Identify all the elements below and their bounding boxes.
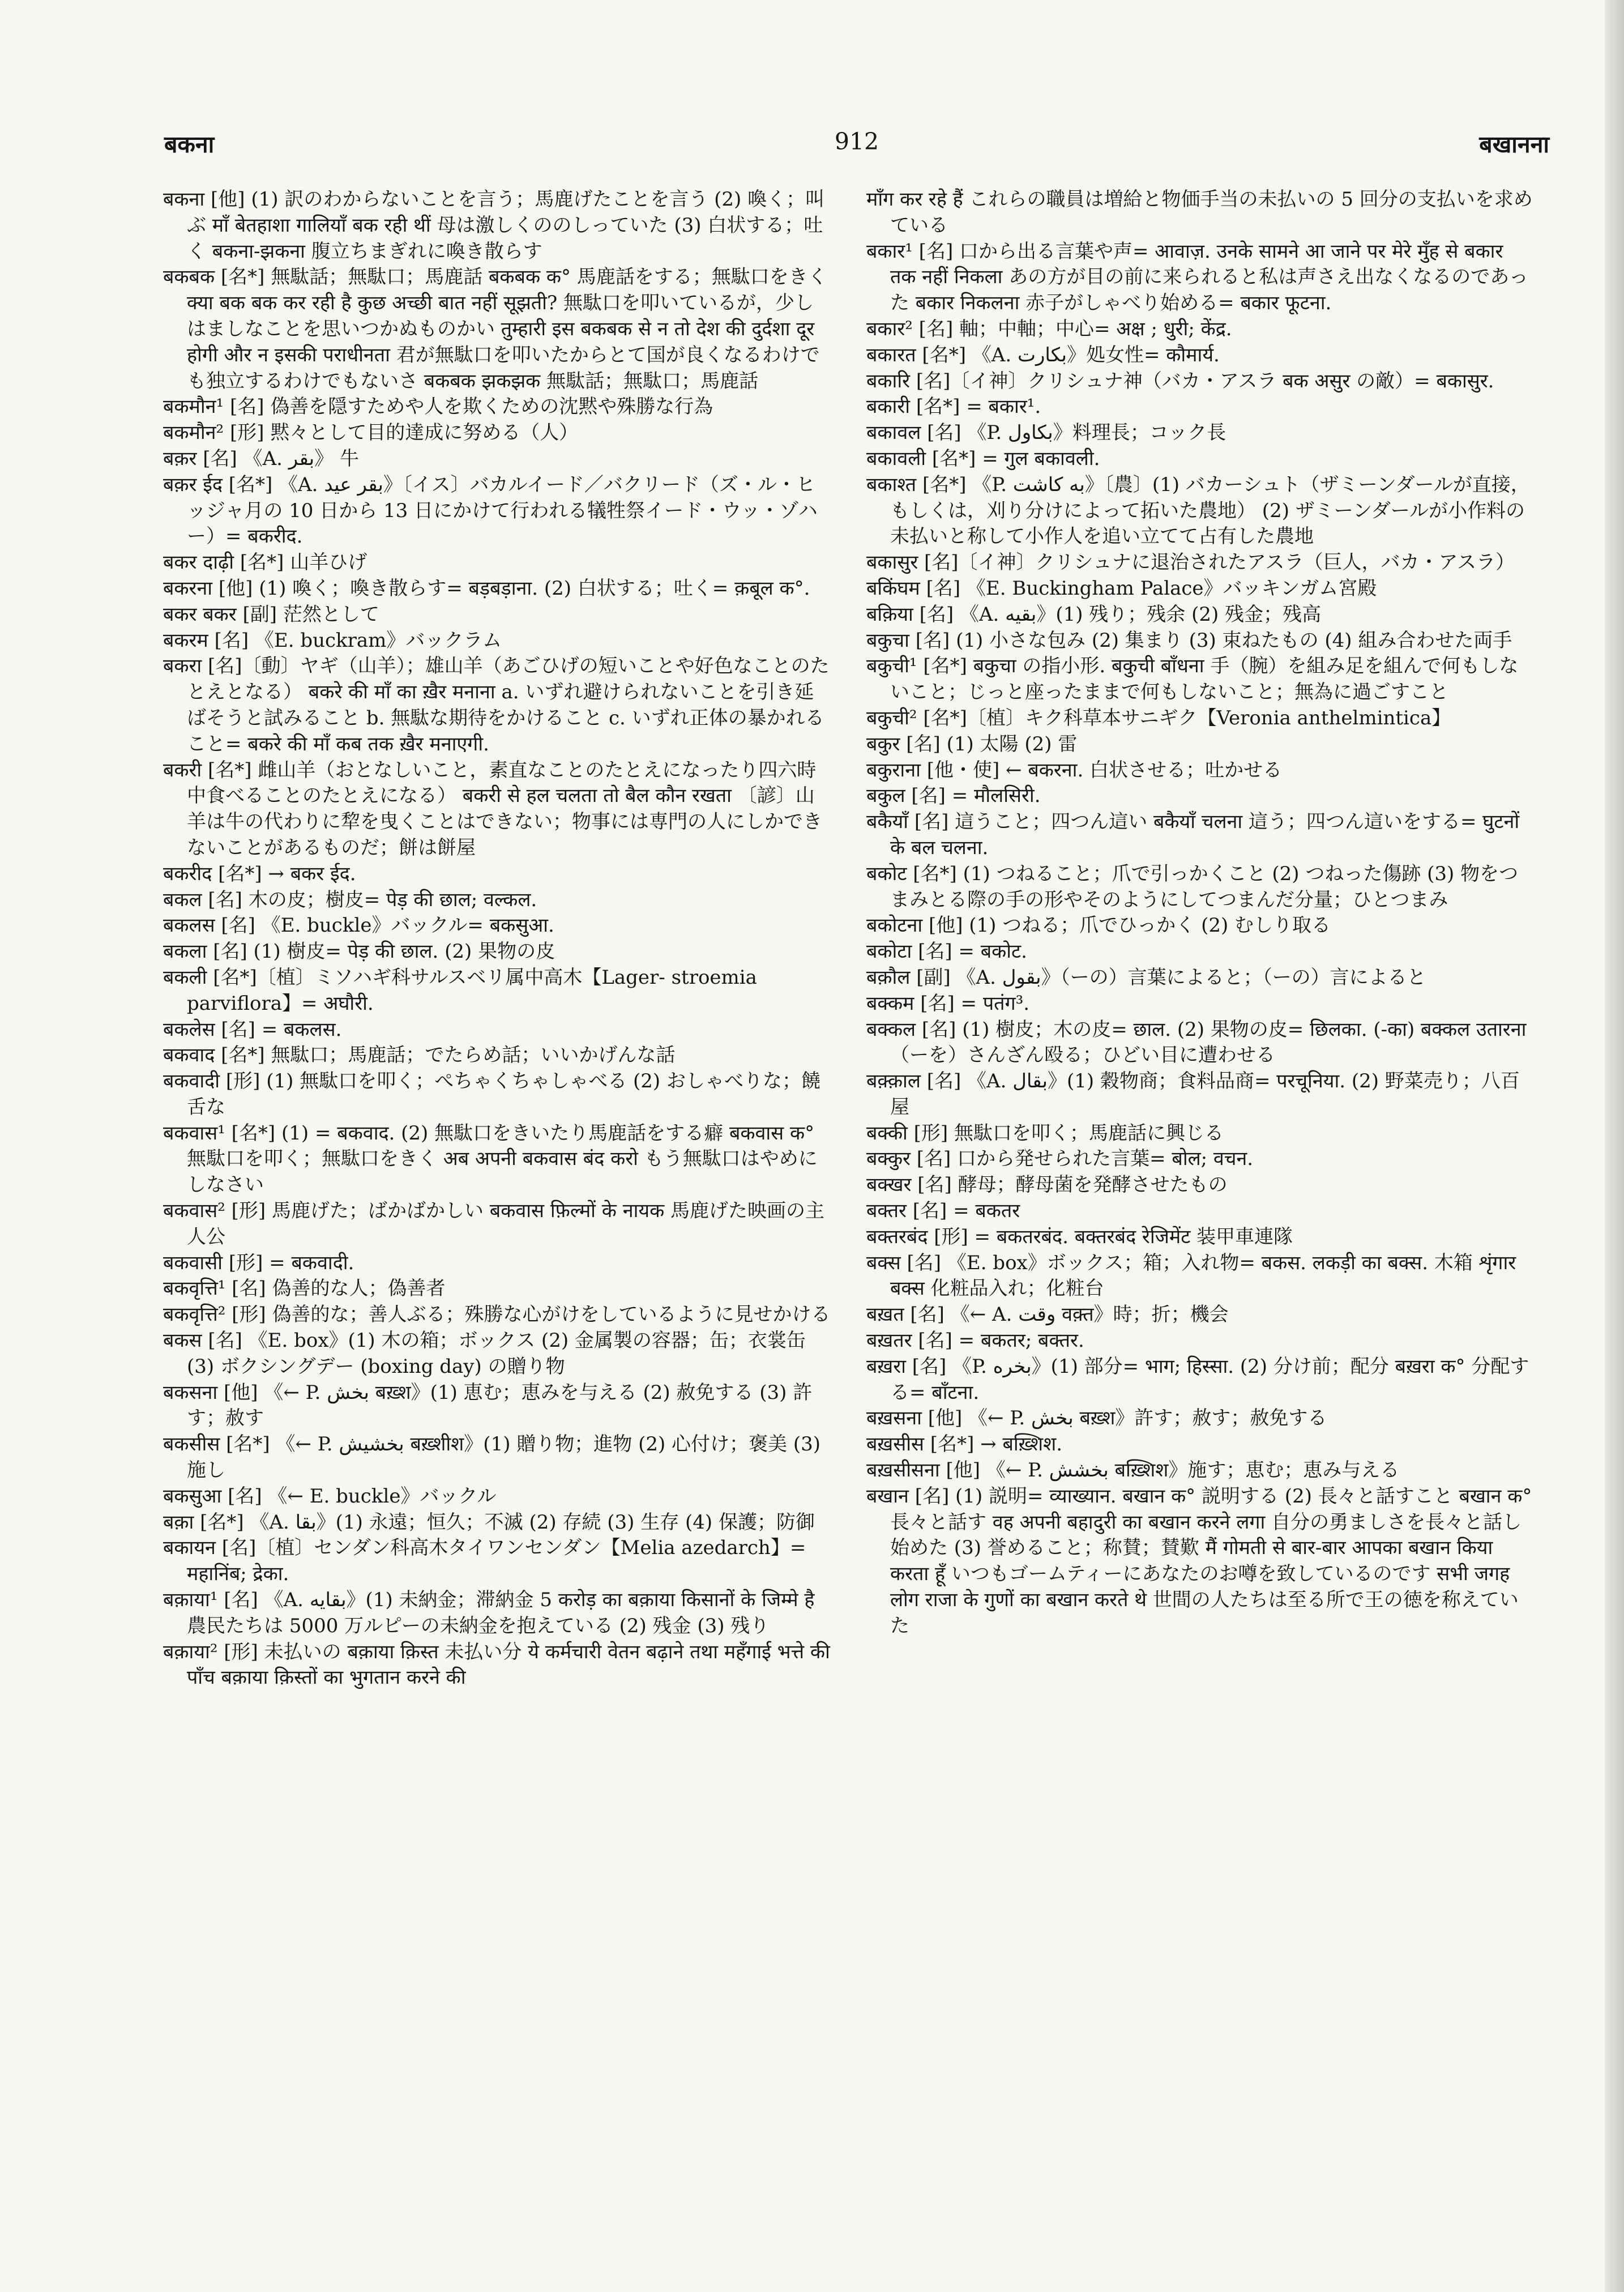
dictionary-entry: बकसुआ [名] 《← E. buckle》バックル [163, 1484, 497, 1508]
dictionary-entry: बकर दाढ़ी [名*] 山羊ひげ [163, 551, 367, 574]
dictionary-entry: बक़्क़ाल [名] 《A. بقال》(1) 穀物商；食料品商= परचूनिया. (2) 野菜売り；八百屋 [866, 1070, 1520, 1119]
dictionary-entry: बकबक [名*] 無駄話；無駄口；馬鹿話 बकबक क° 馬鹿話をする；無駄口をきく क्या बक बक कर रही है कुछ अच्छी बात नहीं सूझती? 無駄口を叩いているが，少しはましなことを思いつかぬものかい तुम्हारी इस बकबक से न तो देश की दुर्दशा दूर होगी और न इसकी पराधीनता 君が無駄口を叩いたからとて国が良くなるわけでも独立するわけでもないさ बकबक झकझक 無駄話；無駄口；馬鹿話 [163, 266, 827, 392]
page-binding-edge [1605, 0, 1624, 2292]
dictionary-entry: बकुचा [名] (1) 小さな包み (2) 集まり (3) 束ねたもの (4) 組み合わせた両手 [866, 629, 1512, 652]
dictionary-entry: बकरीद [名*] → बकर ईद. [163, 862, 356, 885]
dictionary-entry: बक़ाया² [形] 未払いの बक़ाया क़िस्त 未払い分 ये कर्मचारी वेतन बढ़ाने तथा महँगाई भत्ते की पाँच बक़ाया क़िस्तों का भुगतान करने की [163, 1640, 830, 1689]
right-column [866, 187, 1535, 2260]
dictionary-entry: बकसना [他] 《← P. بخش बख़्श》(1) 恵む；恵みを与える (2) 赦免する (3) 許す；赦す [163, 1381, 813, 1430]
dictionary-entry: बकिंघम [名] 《E. Buckingham Palace》バッキンガム宮殿 [866, 577, 1377, 600]
dictionary-entry: बकलस [名] 《E. buckle》バックル= बकसुआ. [163, 914, 554, 937]
dictionary-entry: बकावली [名*] = गुल बकावली. [866, 447, 1100, 470]
dictionary-entry: बक्तर [名] = बकतर [866, 1200, 1020, 1223]
dictionary-entry: बकस [名] 《E. box》(1) 木の箱；ボックス (2) 金属製の容器；缶；衣裳缶 (3) ボクシングデー (boxing day) の贈り物 [163, 1329, 806, 1378]
dictionary-entry: बक्खर [名] 酵母；酵母菌を発酵させたもの [866, 1173, 1228, 1197]
dictionary-entry: बकलेस [名] = बकलस. [163, 1018, 342, 1041]
dictionary-entry: बक्स [名] 《E. box》ボックス；箱；入れ物= बकस. लकड़ी का बक्स. 木箱 शृंगार बक्स 化粧品入れ；化粧台 [866, 1251, 1516, 1300]
dictionary-entry: बख़रा [名] 《P. بخره》(1) 部分= भाग; हिस्सा. (2) 分け前；配分 बख़रा क° 分配する= बाँटना. [866, 1355, 1529, 1404]
dictionary-entry: बकवृत्ति¹ [名] 偽善的な人；偽善者 [163, 1277, 446, 1300]
dictionary-entry: बख़तर [名] = बकतर; बक्तर. [866, 1329, 1084, 1352]
dictionary-entry: बकसीस [名*] 《← P. بخشيش बख़्शीश》(1) 贈り物；進物 (2) 心付け；褒美 (3) 施し [163, 1433, 821, 1482]
dictionary-entry: बकुची¹ [名*] बकुचा の指小形. बकुची बाँधना 手（腕）を組み足を組んで何もしないこと；じっと座ったままで何もしないこと；無為に過ごすこと [866, 655, 1519, 704]
dictionary-entry: बकावल [名] 《P. بكاول》料理長；コック長 [866, 421, 1226, 445]
dictionary-entry: बकरा [名]〔動〕ヤギ（山羊）；雄山羊（あごひげの短いことや好色なことのたとえとなる） बकरे की माँ का ख़ैर मनाना a. いずれ避けられないことを引き延ばそうと試みること b. 無駄な期待をかけること c. いずれ正体の暴かれること= बकरे की माँ कब तक ख़ैर मनाएगी. [163, 655, 830, 756]
dictionary-entry: बकवास² [形] 馬鹿げた；ばかばかしい बकवास फ़िल्मों के नायक 馬鹿げた映画の主人公 [163, 1200, 825, 1248]
dictionary-entry: बक़ा [名*] 《A. بقا》(1) 永遠；恒久；不滅 (2) 存続 (3) 生存 (4) 保護；防御 [163, 1510, 815, 1534]
dictionary-entry: बकासुर [名]〔イ神〕クリシュナに退治されたアスラ（巨人，バカ・アスラ） [866, 551, 1515, 574]
dictionary-entry: बक़िया [名] 《A. بقيه》(1) 残り；残余 (2) 残金；残高 [866, 603, 1322, 626]
dictionary-entry: बख़त [名] 《← A. وقت वक़्त》時；折；機会 [866, 1303, 1229, 1326]
dictionary-entry: बकोटा [名] = बकोट. [866, 940, 1027, 963]
dictionary-entry: बकरना [他] (1) 喚く；喚き散らす= बड़बड़ाना. (2) 白状する；吐く= क़बूल क°. [163, 577, 810, 600]
dictionary-entry: बख़सीस [名*] → बख़्शिश. [866, 1433, 1063, 1456]
dictionary-entry: बक्कुर [名] 口から発せられた言葉= बोल; वचन. [866, 1147, 1254, 1171]
page-number: 912 [834, 128, 879, 155]
dictionary-entry: बकर बकर [副] 茫然として [163, 603, 379, 626]
dictionary-entry: बकरी [名*] 雌山羊（おとなしいこと，素直なことのたとえになったり四六時中食べることのたとえになる） बकरी से हल चलता तो बैल कौन रखता 〔諺〕山羊は牛の代わりに犂を曳くことはできない；物事には専門の人にしかできないことがあるものだ；餅は餅屋 [163, 758, 822, 859]
dictionary-entry: बकोट [名*] (1) つねること；爪で引っかくこと (2) つねった傷跡 (3) 物をつまみとる際の手の形やそのようにしてつまんだ分量；ひとつまみ [866, 862, 1519, 911]
dictionary-entry: बकारि [名]〔イ神〕クリシュナ神（バカ・アスラ बक असुर の敵）= बकासुर. [866, 369, 1494, 392]
dictionary-entry: बक्कम [名] = पतंग³. [866, 992, 1030, 1015]
dictionary-entry: बक़ाया¹ [名] 《A. بقايه》(1) 未納金；滞納金 5 करोड़ का बक़ाया किसानों के जिम्मे है 農民たちは 5000 万ルピーの未納金を抱えている (2) 残金 (3) 残り [163, 1589, 815, 1637]
dictionary-entry: बकली [名*]〔植〕ミソハギ科サルスベリ属中高木【Lager- stroemia parviflora】= अघौरी. [163, 966, 757, 1015]
dictionary-entry: बक़र ईद [名*] 《A. بقر عيد》〔イス〕バカルイード／バクリード（ズ・ル・ヒッジャ月の 10 日から 13 日にかけて行われる犠牲祭イード・ウッ・ゾハー）= बकरीद. [163, 473, 818, 548]
dictionary-entry: बक़ौल [副] 《A. بقول》（ーの）言葉によると；（ーの）言によると [866, 966, 1426, 989]
dictionary-entry: बकवृत्ति² [形] 偽善的な；善人ぶる；殊勝な心がけをしているように見せかける [163, 1303, 831, 1326]
dictionary-entry: बकना [他] (1) 訳のわからないことを言う；馬鹿げたことを言う (2) 喚く；叫ぶ माँ बेतहाशा गालियाँ बक रही थीं 母は激しくののしっていた (3) 白状する；吐く बकना-झकना 腹立ちまぎれに喚き散らす [163, 188, 825, 263]
dictionary-entry: बकमौन² [形] 黙々として目的達成に努める（人） [163, 421, 579, 445]
dictionary-entry: बकल [名] 木の皮；樹皮= पेड़ की छाल; वल्कल. [163, 888, 537, 911]
right-running-headword: बखानना [1479, 131, 1549, 158]
dictionary-entry: बकारी [名*] = बकार¹. [866, 395, 1041, 419]
dictionary-entry: माँग कर रहे हैं これらの職員は増給と物価手当の未払いの 5 回分の支払いを求めている [866, 188, 1533, 237]
dictionary-entry: बकायन [名]〔植〕センダン科高木タイワンセンダン【Melia azedarch】= महानिंब; द्रेका. [163, 1536, 806, 1586]
dictionary-entry: बकरम [名] 《E. buckram》バックラム [163, 629, 502, 652]
dictionary-entry: बकैयाँ [名] 這うこと；四つん這い बकैयाँ चलना 這う；四つん這いをする= घुटनों के बल चलना. [866, 810, 1520, 859]
dictionary-entry: बख़सना [他] 《← P. بخش बख़्श》許す；赦す；赦免する [866, 1407, 1327, 1430]
dictionary-entry: बखान [名] (1) 説明= व्याख्यान. बखान क° 説明する (2) 長々と話すこと बखान क° 長々と話す वह अपनी बहादुरी का बखान करने लगा 自分の勇ましさを長々と話し始めた (3) 誉めること；称賛；賛歎 मैं गोमती से बार-बार आपका बखान किया करता हूँ いつもゴームティーにあなたのお噂を致しているのです सभी जगह लोग राजा के गुणों का बखान करते थे 世間の人たちは至る所で王の徳を称えていた [866, 1484, 1532, 1637]
dictionary-entry: बख़सीसना [他] 《← P. بخشش बख़्शिश》施す；恵む；恵み与える [866, 1459, 1400, 1482]
dictionary-entry: बकार¹ [名] 口から出る言葉や声= आवाज़. उनके सामने आ जाने पर मेरे मुँह से बकार तक नहीं निकला あの方が目の前に来られると私は声さえ出なくなるのであった बकार निकलना 赤子がしゃべり始める= बकार फूटना. [866, 240, 1528, 315]
dictionary-entry: बकवादी [形] (1) 無駄口を叩く；ぺちゃくちゃしゃべる (2) おしゃべりな；饒舌な [163, 1070, 820, 1119]
left-running-headword: बकना [164, 131, 215, 158]
dictionary-entry: बकुर [名] (1) 太陽 (2) 雷 [866, 732, 1078, 756]
dictionary-entry: बकुल [名] = मौलसिरी. [866, 784, 1041, 808]
dictionary-entry: बकमौन¹ [名] 偽善を隠すためや人を欺くための沈黙や殊勝な行為 [163, 395, 713, 419]
dictionary-entry: बकारत [名*] 《A. بكارت》処女性= कौमार्य. [866, 343, 1220, 366]
dictionary-entry: बक्कल [名] (1) 樹皮；木の皮= छाल. (2) 果物の皮= छिलका. (-का) बक्कल उतारना（ーを）さんざん殴る；ひどい目に遭わせる [866, 1018, 1527, 1067]
page-header [164, 120, 1549, 165]
dictionary-entry: बक्की [形] 無駄口を叩く；馬鹿話に興じる [866, 1121, 1224, 1145]
dictionary-entry: बक़र [名] 《A. بقر》 牛 [163, 447, 359, 470]
dictionary-entry: बकुची² [名*]〔植〕キク科草本サニギク【Veronia anthelmintica】 [866, 706, 1451, 729]
dictionary-entry: बकोटना [他] (1) つねる；爪でひっかく (2) むしり取る [866, 914, 1331, 937]
dictionary-entry: बकुराना [他・使] ← बकरना. 白状させる；吐かせる [866, 758, 1283, 782]
left-column [163, 187, 831, 2260]
dictionary-entry: बकार² [名] 軸；中軸；中心= अक्ष ; धुरी; केंद्र. [866, 317, 1232, 340]
dictionary-entry: बक्तरबंद [形] = बकतरबंद. बक्तरबंद रेजिमेंट 装甲車連隊 [866, 1225, 1293, 1248]
dictionary-entry: बकवास¹ [名*] (1) = बकवाद. (2) 無駄口をきいたり馬鹿話をする癖 बकवास क° 無駄口を叩く；無駄口をきく अब अपनी बकवास बंद करो もう無駄口はやめにしなさい [163, 1121, 818, 1197]
dictionary-entry: बकला [名] (1) 樹皮= पेड़ की छाल. (2) 果物の皮 [163, 940, 555, 963]
dictionary-entry: बकवाद [名*] 無駄口；馬鹿話；でたらめ話；いいかげんな話 [163, 1044, 676, 1067]
dictionary-entry: बकवासी [形] = बकवादी. [163, 1251, 354, 1274]
dictionary-entry: बकाश्त [名*] 《P. به كاشت》〔農〕(1) バカーシュト（ザミーンダールが直接，もしくは，刈り分けによって拓いた農地） (2) ザミーンダールが小作料の未払いと称して小作人を追い立てて占有した農地 [866, 473, 1530, 548]
